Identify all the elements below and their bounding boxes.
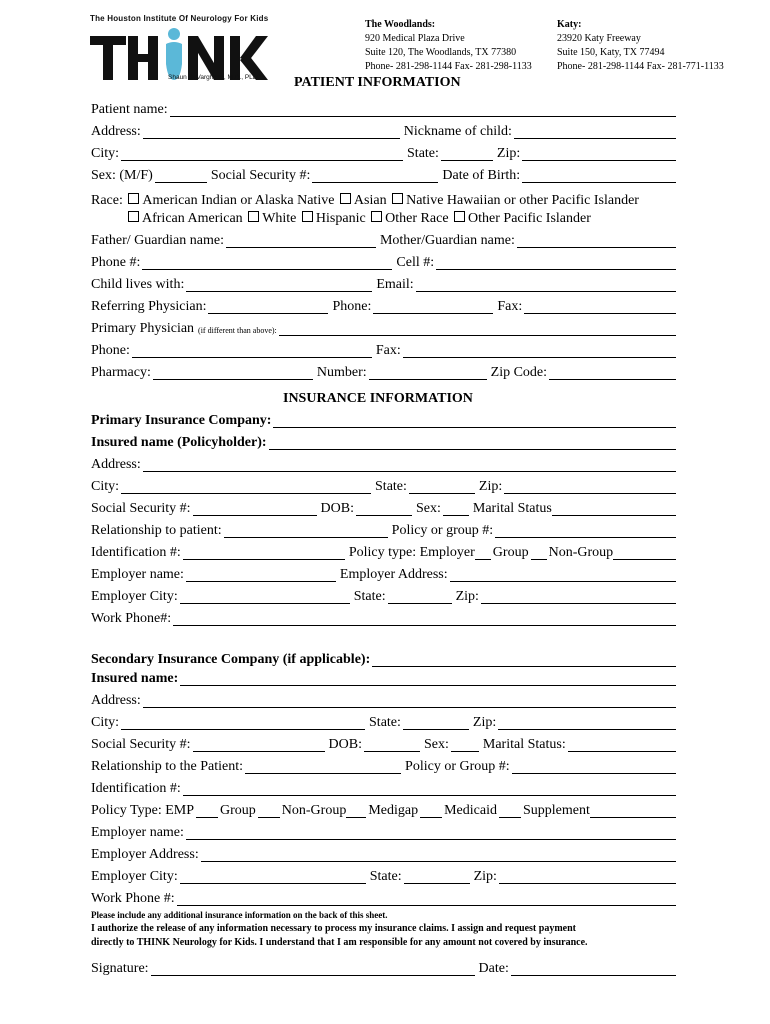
field-label: Medigap: [368, 803, 419, 818]
signature-row: [91, 959, 676, 979]
race-option: Hispanic: [315, 211, 366, 226]
state-field[interactable]: [441, 145, 493, 161]
sec-employer-address-row: [91, 845, 676, 865]
ins-non-group-type-field[interactable]: [613, 544, 676, 560]
insurance-info-heading: INSURANCE INFORMATION: [283, 391, 473, 406]
lives-with-row: [91, 275, 676, 295]
field-label: Zip:: [472, 715, 497, 730]
sex-field[interactable]: [155, 167, 207, 183]
field-label: Social Security #:: [210, 168, 311, 183]
sec-identification-field[interactable]: [183, 780, 676, 796]
field-label: State:: [369, 869, 402, 884]
field-label: Marital Status:: [482, 737, 566, 752]
field-label: Fax:: [375, 343, 401, 358]
ref-fax-field[interactable]: [524, 298, 676, 314]
ins-employer-state-field[interactable]: [388, 588, 452, 604]
primary-physician-row: [91, 319, 676, 339]
field-label: State:: [375, 479, 407, 494]
field-label: Medicaid: [444, 803, 497, 818]
ins-identification-field[interactable]: [183, 544, 345, 560]
zip-field[interactable]: [522, 145, 676, 161]
ins-work-phone-field[interactable]: [173, 610, 676, 626]
field-label: Date of Birth:: [442, 168, 521, 183]
field-label: Mother/Guardian name:: [379, 233, 515, 248]
field-label: Pharmacy:: [91, 365, 151, 380]
phone-row: [91, 253, 676, 273]
guardian-row: [91, 231, 676, 251]
field-label: Email:: [376, 277, 414, 292]
sec-policy-group-field[interactable]: [512, 758, 676, 774]
field-label: Primary Physician: [91, 321, 195, 336]
sec-relationship-row: [91, 757, 676, 777]
city-field[interactable]: [121, 145, 403, 161]
sec-medigap-type-field[interactable]: [420, 802, 442, 818]
field-label: Insured name:: [91, 671, 179, 686]
ref-phone-field[interactable]: [373, 298, 493, 314]
field-label: Policy type: Employer: [348, 545, 475, 560]
city-row: [91, 144, 676, 164]
field-label: Address:: [91, 124, 141, 139]
ins-employer-name-field[interactable]: [186, 566, 336, 582]
office-phone: Phone- 281-298-1144 Fax- 281-771-1133: [557, 61, 724, 72]
field-label: Marital Status: [472, 501, 552, 516]
pharmacy-row: [91, 363, 676, 383]
woodlands-office: [365, 18, 532, 74]
ins-marital-field[interactable]: [552, 500, 676, 516]
insured-name-field[interactable]: [269, 434, 676, 450]
ins-relationship-field[interactable]: [224, 522, 388, 538]
checkbox[interactable]: [371, 211, 382, 222]
sec-employer-zip-field[interactable]: [499, 868, 676, 884]
mother-field[interactable]: [517, 232, 676, 248]
field-label: Employer Address:: [91, 847, 199, 862]
ins-address-row: [91, 455, 676, 475]
phone-field[interactable]: [142, 254, 392, 270]
field-label: Employer name:: [91, 567, 184, 582]
referring-row: [91, 297, 676, 317]
field-label: Identification #:: [91, 545, 181, 560]
field-label: DOB:: [320, 501, 354, 516]
checkbox[interactable]: [128, 193, 139, 204]
checkbox[interactable]: [454, 211, 465, 222]
primary-company-row: [91, 411, 676, 431]
field-label: State:: [353, 589, 386, 604]
sec-zip-field[interactable]: [498, 714, 676, 730]
sec-ssn-field[interactable]: [193, 736, 325, 752]
sec-address-field[interactable]: [143, 692, 676, 708]
field-label: Secondary Insurance Company (if applicable):: [91, 652, 371, 667]
race-option: White: [262, 211, 297, 226]
sec-state-field[interactable]: [403, 714, 469, 730]
field-label: Social Security #:: [91, 501, 191, 516]
additional-info-note: Please include any additional insurance information on the back of this sheet.: [91, 910, 388, 920]
sec-work-phone-row: [91, 889, 676, 909]
field-label: Supplement: [522, 803, 590, 818]
pp-fax-field[interactable]: [403, 342, 676, 358]
field-label: Father/ Guardian name:: [91, 233, 224, 248]
ins-employer-zip-field[interactable]: [481, 588, 676, 604]
ins-state-field[interactable]: [409, 478, 475, 494]
field-label: Sex:: [424, 737, 449, 752]
sec-non-group-type-field[interactable]: [346, 802, 366, 818]
race-option: Native Hawaiian or other Pacific Islander: [406, 193, 639, 208]
race-option: Other Race: [385, 211, 449, 226]
office-line2: Suite 120, The Woodlands, TX 77380: [365, 47, 517, 58]
office-line1: 920 Medical Plaza Drive: [365, 33, 465, 44]
field-label: Zip:: [496, 146, 521, 161]
sec-city-row: [91, 713, 676, 733]
checkbox[interactable]: [248, 211, 259, 222]
field-label: Phone:: [91, 343, 130, 358]
sec-work-phone-field[interactable]: [177, 890, 676, 906]
field-label: Zip:: [473, 869, 497, 884]
ins-zip-field[interactable]: [504, 478, 676, 494]
ins-city-field[interactable]: [121, 478, 371, 494]
pharmacy-field[interactable]: [153, 364, 313, 380]
field-label: Primary Insurance Company:: [91, 413, 272, 428]
sec-marital-field[interactable]: [568, 736, 676, 752]
field-label: City:: [91, 146, 120, 161]
pp-phone-field[interactable]: [132, 342, 372, 358]
field-label: Policy or group #:: [391, 523, 494, 538]
cell-field[interactable]: [436, 254, 676, 270]
sec-employer-state-field[interactable]: [404, 868, 470, 884]
field-label: Nickname of child:: [403, 124, 512, 139]
ins-employer-type-field[interactable]: [475, 544, 491, 560]
ins-employer-address-field[interactable]: [450, 566, 676, 582]
ins-address-field[interactable]: [143, 456, 676, 472]
field-label: Signature:: [91, 961, 149, 976]
sec-sex-field[interactable]: [451, 736, 479, 752]
father-field[interactable]: [226, 232, 376, 248]
sec-medicaid-type-field[interactable]: [499, 802, 521, 818]
authorization-line-1: I authorize the release of any information necessary to process my insurance claims. I assign and request payment: [91, 923, 576, 934]
field-note: (if different than above):: [198, 326, 277, 335]
primary-physician-field[interactable]: [279, 320, 676, 336]
dob-field[interactable]: [522, 167, 676, 183]
ssn-field[interactable]: [312, 167, 438, 183]
field-label: Employer City:: [91, 589, 178, 604]
checkbox[interactable]: [302, 211, 313, 222]
field-label: State:: [369, 715, 401, 730]
sec-address-row: [91, 691, 676, 711]
field-label: Work Phone #:: [91, 891, 175, 906]
ins-employer-city-row: [91, 587, 676, 607]
field-label: Employer name:: [91, 825, 184, 840]
field-label: State:: [407, 146, 439, 161]
pharmacy-zip-field[interactable]: [549, 364, 676, 380]
ins-identification-row: [91, 543, 676, 563]
sec-supplement-type-field[interactable]: [590, 802, 676, 818]
email-field[interactable]: [416, 276, 676, 292]
patient-name-field[interactable]: [170, 101, 676, 117]
office-line1: 23920 Katy Freeway: [557, 33, 641, 44]
ins-group-type-field[interactable]: [531, 544, 547, 560]
think-logo: [88, 14, 270, 86]
patient-info-heading: PATIENT INFORMATION: [294, 75, 461, 90]
sec-city-field[interactable]: [121, 714, 365, 730]
office-name: The Woodlands:: [365, 19, 436, 30]
field-label: Fax:: [497, 299, 523, 314]
sec-employer-name-field[interactable]: [186, 824, 676, 840]
sec-insured-name-field[interactable]: [180, 670, 676, 686]
field-label: Non-Group: [548, 545, 614, 560]
sec-employer-city-field[interactable]: [180, 868, 366, 884]
sec-employer-name-row: [91, 823, 676, 843]
sec-employer-city-row: [91, 867, 676, 887]
race-row-2: [126, 210, 591, 228]
sec-group-type-field[interactable]: [258, 802, 280, 818]
field-label: Identification #:: [91, 781, 181, 796]
logo-tagline: The Houston Institute Of Neurology For Kids: [90, 14, 269, 23]
race-option: Asian: [353, 193, 387, 208]
field-label: Zip Code:: [490, 365, 548, 380]
ins-city-row: [91, 477, 676, 497]
race-option: African American: [142, 211, 243, 226]
field-label: City:: [91, 715, 120, 730]
sec-emp-type-field[interactable]: [196, 802, 218, 818]
sec-employer-address-field[interactable]: [201, 846, 676, 862]
sec-identification-row: [91, 779, 676, 799]
ins-employer-row: [91, 565, 676, 585]
field-label: Employer City:: [91, 869, 178, 884]
field-label: Phone #:: [91, 255, 141, 270]
pharmacy-number-field[interactable]: [369, 364, 487, 380]
address-row: [91, 122, 676, 142]
sec-insured-name-row: [91, 669, 676, 689]
ins-sex-field[interactable]: [443, 500, 469, 516]
checkbox[interactable]: [340, 193, 351, 204]
checkbox[interactable]: [392, 193, 403, 204]
field-label: Patient name:: [91, 102, 168, 117]
logo-doctor-name: Shaun S. Varghese, M.D., PLLC: [168, 74, 262, 81]
secondary-company-field[interactable]: [372, 651, 676, 667]
checkbox[interactable]: [128, 211, 139, 222]
field-label: City:: [91, 479, 120, 494]
field-label: Work Phone#:: [91, 611, 172, 626]
patient-name-row: [91, 100, 676, 120]
office-line2: Suite 150, Katy, TX 77494: [557, 47, 665, 58]
field-label: Insured name (Policyholder):: [91, 435, 267, 450]
field-label: Zip:: [478, 479, 503, 494]
field-label: Cell #:: [396, 255, 435, 270]
field-label: Non-Group: [281, 803, 347, 818]
secondary-company-row: [91, 650, 676, 670]
lives-with-field[interactable]: [186, 276, 372, 292]
race-row-1: [91, 192, 639, 210]
ins-ssn-row: [91, 499, 676, 519]
field-label: Relationship to patient:: [91, 523, 222, 538]
sec-policy-type-row: [91, 801, 676, 821]
field-label: Employer Address:: [339, 567, 448, 582]
field-label: DOB:: [328, 737, 362, 752]
referring-field[interactable]: [208, 298, 328, 314]
ins-relationship-row: [91, 521, 676, 541]
field-label: Address:: [91, 693, 141, 708]
field-label: Zip:: [455, 589, 479, 604]
address-field[interactable]: [143, 123, 400, 139]
field-label: Sex:: [416, 501, 441, 516]
field-label: Phone:: [332, 299, 372, 314]
insured-name-row: [91, 433, 676, 453]
field-label: Social Security #:: [91, 737, 191, 752]
race-option: Other Pacific Islander: [468, 211, 591, 226]
office-phone: Phone- 281-298-1144 Fax- 281-298-1133: [365, 61, 532, 72]
field-label: Policy or Group #:: [405, 759, 510, 774]
office-name: Katy:: [557, 19, 582, 30]
pp-phone-row: [91, 341, 676, 361]
ins-ssn-field[interactable]: [193, 500, 317, 516]
field-label: Group: [492, 545, 529, 560]
race-label: Race:: [91, 193, 123, 208]
field-label: Number:: [316, 365, 367, 380]
ins-policy-group-field[interactable]: [495, 522, 676, 538]
primary-company-field[interactable]: [273, 412, 676, 428]
signature-field[interactable]: [151, 960, 475, 976]
sec-dob-field[interactable]: [364, 736, 420, 752]
date-field[interactable]: [511, 960, 676, 976]
katy-office: [557, 18, 724, 74]
ins-employer-city-field[interactable]: [180, 588, 350, 604]
field-label: Sex: (M/F): [91, 168, 153, 183]
field-label: Child lives with:: [91, 277, 185, 292]
field-label: Group: [220, 803, 256, 818]
authorization-line-2: directly to THINK Neurology for Kids. I understand that I am responsible for any amount not covered by insurance.: [91, 937, 588, 948]
field-label: Relationship to the Patient:: [91, 759, 244, 774]
field-label: Date:: [478, 961, 509, 976]
field-label: Address:: [91, 457, 141, 472]
field-label: Policy Type: EMP: [91, 803, 194, 818]
sec-relationship-field[interactable]: [245, 758, 401, 774]
sec-ssn-row: [91, 735, 676, 755]
ins-dob-field[interactable]: [356, 500, 412, 516]
sex-row: [91, 166, 676, 186]
race-option: American Indian or Alaska Native: [142, 193, 335, 208]
field-label: Referring Physician:: [91, 299, 207, 314]
nickname-field[interactable]: [514, 123, 676, 139]
ins-work-phone-row: [91, 609, 676, 629]
